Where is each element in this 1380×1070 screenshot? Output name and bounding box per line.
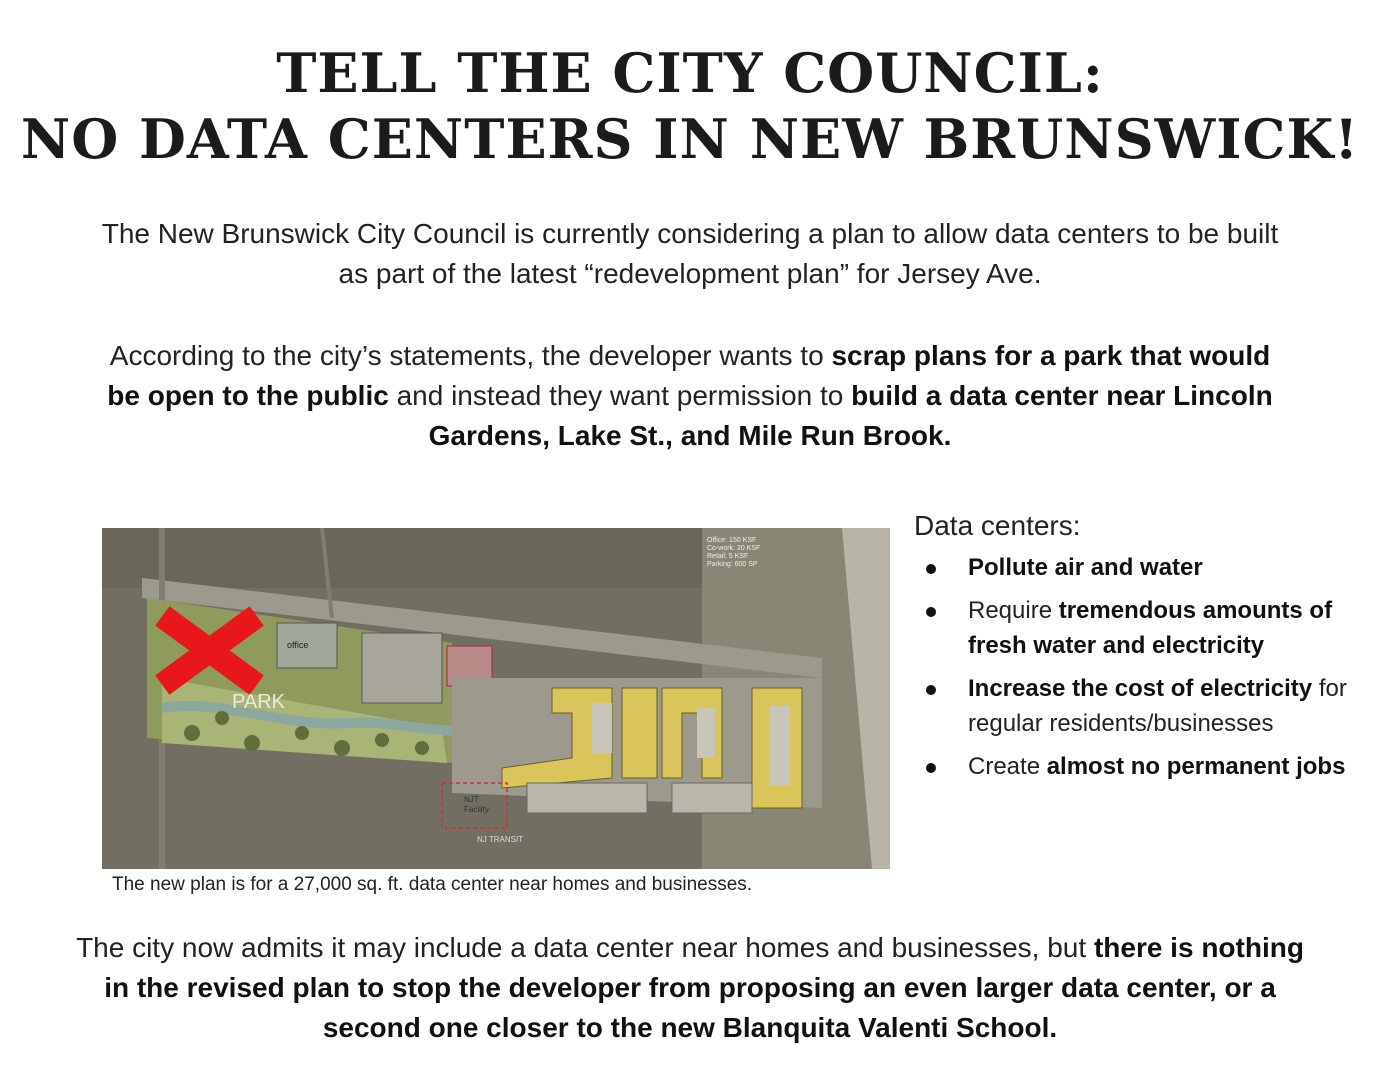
headline-line-1: TELL THE CITY COUNCIL: <box>276 41 1104 105</box>
transit-label: NJ TRANSIT <box>477 835 524 844</box>
item-bold: tremendous amounts of fresh water and electricity <box>968 597 1333 659</box>
legend-line-4: Parking: 600 SP <box>707 561 758 568</box>
statement-text-2: and instead they want permission to <box>388 380 852 411</box>
njt-label-2: Facility <box>464 805 489 814</box>
headline-line-2: NO DATA CENTERS IN NEW BRUNSWICK! <box>20 107 1360 171</box>
closing-text: The city now admits it may include a data center near homes and businesses, but <box>76 932 1094 963</box>
park-label: PARK <box>232 691 285 713</box>
bullet-icon <box>926 564 936 574</box>
item-text: Create <box>968 753 1047 780</box>
njt-label-1: NJT <box>464 795 479 804</box>
list-item <box>914 593 1354 663</box>
data-centers-list <box>914 506 1354 786</box>
bullet-icon <box>926 763 936 773</box>
headline <box>0 40 1380 172</box>
site-plan-drawing <box>102 528 890 869</box>
statement-bold-1: scrap plans for a park that would be open to the public <box>107 340 1271 411</box>
item-bold: Pollute air and water <box>968 554 1203 581</box>
statement-paragraph <box>100 336 1280 456</box>
legend-line-2: Co-work: 20 KSF <box>707 545 761 552</box>
list-title: Data centers: <box>914 510 1081 541</box>
office-label: office <box>287 640 309 650</box>
item-bold: almost no permanent jobs <box>1046 753 1346 780</box>
intro-paragraph: The New Brunswick City Council is currently considering a plan to allow data centers to be built as part of the latest “redevelopment plan” for Jersey Ave. <box>101 218 1279 289</box>
site-plan-image <box>102 528 890 869</box>
list-item <box>914 749 1354 784</box>
closing-bold: there is nothing in the revised plan to stop the developer from proposing an even larger data center, or a second one closer to the new Blanquita Valenti School. <box>104 932 1304 1043</box>
list-item <box>914 550 1354 585</box>
image-caption: The new plan is for a 27,000 sq. ft. data center near homes and businesses. <box>112 874 753 895</box>
item-bold: Increase the cost of electricity <box>968 675 1313 702</box>
statement-bold-2: build a data center near Lincoln Gardens, Lake St., and Mile Run Brook. <box>428 380 1273 451</box>
legend-line-3: Retail: 5 KSF <box>707 553 749 560</box>
bullet-icon <box>926 607 936 617</box>
statement-text-1: According to the city’s statements, the developer wants to <box>109 340 832 371</box>
item-text: for regular residents/businesses <box>968 675 1347 737</box>
bullet-icon <box>926 685 936 695</box>
legend-line-1: Office: 150 KSF <box>707 537 757 544</box>
closing-paragraph <box>60 928 1320 1048</box>
list-item <box>914 671 1354 741</box>
item-text: Require <box>968 597 1059 624</box>
